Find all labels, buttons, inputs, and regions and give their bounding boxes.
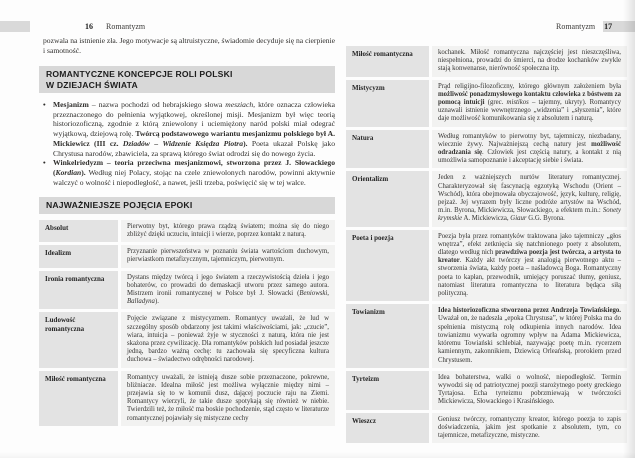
section-heading-line: ROMANTYCZNE KONCEPCJE ROLI POLSKI bbox=[46, 69, 233, 79]
concept-term: Orientalizm bbox=[346, 171, 429, 226]
bullet-item bbox=[39, 158, 335, 187]
concepts-table-right bbox=[346, 46, 627, 443]
concept-term: Idealizm bbox=[39, 245, 118, 267]
bullet-marker: • bbox=[43, 158, 46, 168]
bullet-text: Winkelriedyzm – teoria przeciwna mesjanizmowi, stworzona przez J. Słowackiego (Kordian). Według niej Polacy, stojąc na czele zniewolonych narodów, powinni aktywnie walczyć o wolność i niepodległość, a nawet, jeśli trzeba, poświęcić się w tej walce. bbox=[53, 158, 335, 187]
table-row bbox=[39, 371, 335, 426]
concept-term: Ironia romantyczna bbox=[39, 271, 118, 310]
concept-definition: Według romantyków to pierwotny byt, tajemniczy, niezbadany, wiecznie żywy. Najważniejszą cechą natury jest możliwość odradzania się. Człowiek jest częścią natury, a kontakt z nią umożliwia samopoznanie i akceptację siebie i świata. bbox=[432, 130, 627, 169]
page-edge-tab-left bbox=[0, 21, 30, 32]
concept-definition: Pierwotny byt, którego prawa rządzą światem; można się do niego zbliżyć dzięki uczuciu, intuicji i wierze, poprzez kontakt z naturą. bbox=[121, 220, 335, 242]
concept-term: Mistycyzm bbox=[346, 80, 429, 127]
concept-definition: Geniusz twórczy, romantyczny kreator, którego poezja to zapis doświadczenia, jakim jest spotkanie z absolutem, tym, co tajemnicze, metafizyczne, mistyczne. bbox=[432, 413, 627, 444]
page-edge-shading bbox=[0, 452, 635, 458]
concept-term: Miłość romantyczna bbox=[346, 46, 429, 77]
table-row bbox=[346, 413, 627, 444]
concept-term: Miłość romantyczna bbox=[39, 371, 118, 426]
section-heading-line: W DZIEJACH ŚWIATA bbox=[46, 79, 138, 90]
concept-definition: Prąd religijno-filozoficzny, którego głównym założeniem była możliwość ponadzmysłowego kontaktu człowieka z bóstwem za pomocą intuicji (grec. mistikos – tajemny, ukryty). Romantycy uznawali istnienie wewnętrznego „widzenia” i „słyszenia”, które daje możliwość komunikowania się z absolutem i naturą. bbox=[432, 80, 627, 127]
running-header-left bbox=[85, 21, 145, 32]
page-left bbox=[39, 36, 335, 426]
concept-term: Ludowość romantyczna bbox=[39, 312, 118, 367]
concept-definition: kochanek. Miłość romantyczna najczęściej jest nieszczęśliwa, niespełniona, prowadzi do śmierci, na drodze kochanków zwykle stają konwenanse, nierówność społeczna itp. bbox=[432, 46, 627, 77]
concept-definition: Idea bohaterstwa, walki o wolność, niepodległość. Termin wywodzi się od patriotycznej poezji starożytnego poety greckiego Tyrtajosa. Echa tyrteizmu pobrzmiewają w twórczości Mickiewicza, Słowackiego i Krasińskiego. bbox=[432, 371, 627, 410]
concept-definition: Idea historiozoficzna stworzona przez Andrzeja Towiańskiego. Uważał on, że nadeszła „epoka Chrystusa”, w której Polska ma do spełnienia mistyczną rolę odkupienia innych narodów. Idea towianizmu wywarła ogromny wpływ na Adama Mickiewicza, któremu Towiański schlebiał, nazywając poetę m.in. rycerzem kamiennym, zakonnikiem, Dziewicą Orleańską, prorokiem przed Chrystusem. bbox=[432, 304, 627, 367]
page-right bbox=[346, 40, 627, 443]
section-heading-roles bbox=[39, 66, 335, 93]
concept-term: Natura bbox=[346, 130, 429, 169]
running-header-title: Romantyzm bbox=[556, 22, 596, 31]
concept-term: Poeta i poezja bbox=[346, 230, 429, 302]
concept-definition: Poezja była przez romantyków traktowana jako tajemniczy „głos wnętrza”, efekt zetknięcia się natchnionego poety z absolutem, dlatego według nich prawdziwa poezja jest twórcza, a artysta to kreator. Każdy akt twórczy jest analogią pierwotnego aktu – stworzenia świata, każdy poeta – naśladowcą Boga. Romantyczny poeta to kapłan, przewodnik, umiejący poruszać tłumy, geniusz, natomiast literatura romantyczna to literatura będąca siłą polityczną. bbox=[432, 230, 627, 302]
concept-definition: Romantycy uważali, że istnieją dusze sobie przeznaczone, pokrewne, bliźniacze. Idealna miłość jest możliwa wyłącznie między nimi – przejawia się to w komunii dusz, dającej poczucie raju na Ziemi. Romantycy wierzyli, że takie dusze spotykają się również w niebie. Twierdzili też, że miłość ma boskie pochodzenie, stąd często w literaturze romantycznej pojawiały się mistyczne cechy bbox=[121, 371, 335, 426]
table-row bbox=[39, 271, 335, 310]
table-row bbox=[346, 230, 627, 302]
page-number: 17 bbox=[604, 22, 613, 31]
concept-definition: Przyznanie pierwszeństwa w poznaniu świata wartościom duchowym, pierwiastkom metafizycznym, tajemniczym, pierwotnym. bbox=[121, 245, 335, 267]
section-heading-concepts: NAJWAŻNIEJSZE POJĘCIA EPOKI bbox=[39, 197, 335, 214]
intro-paragraph: pozwala na istnienie zła. Jego motywacje są altruistyczne, świadomie decyduje się na cierpienie i samotność. bbox=[43, 36, 335, 55]
table-row bbox=[346, 80, 627, 127]
table-row bbox=[346, 371, 627, 410]
table-row bbox=[39, 312, 335, 367]
concepts-table-left bbox=[39, 220, 335, 426]
table-row bbox=[346, 46, 627, 77]
concept-term: Wieszcz bbox=[346, 413, 429, 444]
running-header-title: Romantyzm bbox=[106, 22, 146, 31]
concept-term: Towianizm bbox=[346, 304, 429, 367]
concept-definition: Pojęcie związane z mistycyzmem. Romantycy uważali, że lud w szczególny sposób obdarzony jest takimi właściwościami, jak: „czucie”, wiara, intuicja – ponieważ żyje w styczności z naturą, która nie jest skażona przez cywilizację. Dla romantyków polskich lud posiadał jeszcze jedną, bardzo ważną cechę: tu zachowała się specyficzna kultura duchowa – świadectwo odrębności narodowej. bbox=[121, 312, 335, 367]
concept-term: Absolut bbox=[39, 220, 118, 242]
table-row bbox=[346, 304, 627, 367]
bullet-item bbox=[39, 100, 335, 158]
table-row bbox=[346, 130, 627, 169]
bullet-text: Mesjanizm – nazwa pochodzi od hebrajskiego słowa mesziach, które oznacza człowieka przeznaczonego do pełnienia wyjątkowej, określonej misji. Mesjanizm był więc teorią historiozoficzną, zgodnie z którą zniewolony i uciemiężony naród polski miał odegrać wyjątkową, dziejową rolę. Twórcą podstawowego wariantu mesjanizmu polskiego był A. Mickiewicz (III cz. Dziadów – Widzenie Księdza Piotra). Poeta ukazał Polskę jako Chrystusa narodów, zbawiciela, za sprawą którego świat odrodzi się do nowego życia. bbox=[53, 100, 336, 158]
concept-term: Tyrteizm bbox=[346, 371, 429, 410]
table-row bbox=[346, 171, 627, 226]
table-row bbox=[39, 245, 335, 267]
bullet-list bbox=[39, 100, 335, 187]
page-number: 16 bbox=[85, 22, 93, 31]
concept-definition: Jeden z ważniejszych nurtów literatury romantycznej. Charakteryzował się fascynacją egzotyką Wschodu (Orient – Wschód), która obejmowała obyczajowość, język, kulturę, religię, pejzaż. Jej wyrazem były liczne podróże artystów na Wschód, m.in. Byrona, Mickiewicza, Słowackiego, a efektem m.in.: Sonety krymskie A. Mickiewicza, Giaur G.G. Byrona. bbox=[432, 171, 627, 226]
running-header-right bbox=[556, 21, 612, 32]
bullet-marker: • bbox=[43, 100, 46, 109]
concept-definition: Dystans między twórcą i jego światem a rzeczywistością dzieła i jego bohaterów, co prowadzi do demaskacji utworu przez samego autora. Mistrzem ironii romantycznej w Polsce był J. Słowacki (Beniowski, Balladyna). bbox=[121, 271, 335, 310]
table-row bbox=[39, 220, 335, 242]
